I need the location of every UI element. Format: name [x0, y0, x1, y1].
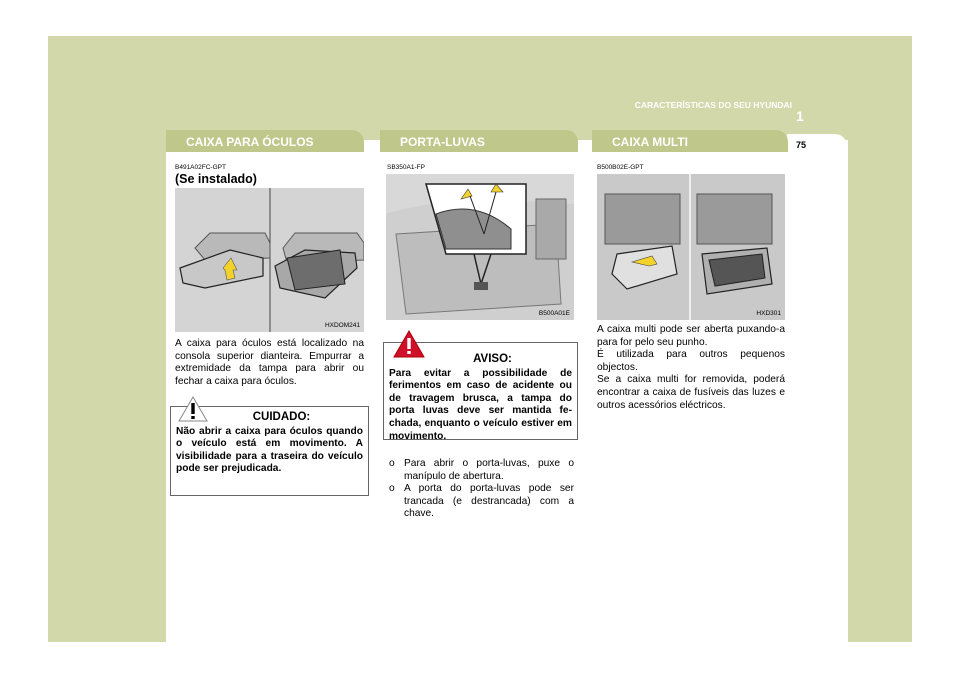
- glove-box-instructions: [386, 458, 574, 521]
- photo-caption: HXDOM241: [324, 322, 360, 329]
- section-title: PORTA-LUVAS: [400, 135, 485, 149]
- caution-text: Não abrir a caixa para óculos quando o veículo está em movimento. A visibilidade para a traseira do veículo pode ser prejudicada.: [176, 425, 363, 475]
- section-title: CAIXA PARA ÓCULOS: [186, 135, 314, 149]
- glasses-box-description: A caixa para óculos está localizado na consola superior dianteira. Empurrar a extremidade da tampa para abrir ou fechar a caixa para óculos.: [175, 338, 364, 387]
- multi-box-photo: [597, 174, 785, 320]
- list-item-text: Para abrir o porta-luvas, puxe o manípulo de abertura.: [404, 458, 574, 482]
- exclamation-triangle-icon: [178, 396, 208, 422]
- exclamation-triangle-icon: [393, 330, 425, 358]
- caution-title: CUIDADO:: [252, 411, 311, 423]
- glasses-box-illustration: [175, 188, 364, 332]
- section-code: B491A02FC-GPT: [175, 164, 226, 171]
- bullet-marker: o: [389, 458, 395, 469]
- section-tab-glove-box: [380, 130, 578, 152]
- section-title: CAIXA MULTI: [612, 135, 688, 149]
- chapter-title: CARACTERÍSTICAS DO SEU HYUNDAI: [634, 100, 792, 110]
- photo-caption: HXD301: [756, 310, 781, 317]
- warning-text: Para evitar a possibilidade de ferimentos em caso de acidente ou de travagem brusca, a tampa do porta luvas deve ser mantida fe-chada, enquanto o veículo estiver em movimento.: [389, 367, 572, 442]
- photo-caption: B500A01E: [538, 310, 570, 317]
- list-item-text: A porta do porta-luvas pode ser trancada (e destrancada) com a chave.: [404, 483, 574, 520]
- glove-box-illustration: [386, 174, 574, 320]
- section-tab-glasses-box: [166, 130, 364, 152]
- glove-box-photo: [386, 174, 574, 320]
- multi-box-illustration: [597, 174, 785, 320]
- section-subtitle: (Se instalado): [175, 172, 257, 186]
- list-item: [386, 458, 574, 483]
- bullet-marker: o: [389, 483, 395, 495]
- chapter-number: 1: [796, 108, 804, 124]
- multi-box-description: A caixa multi pode ser aberta puxando-a para for pelo seu punho. É utilizada para outros pequenos objectos. Se a caixa multi for removida, poderá encontrar a caixa de fusíveis das luzes e outros acessórios eléctricos.: [597, 324, 785, 411]
- section-tab-multi-box: [592, 130, 788, 152]
- glasses-box-photo: [175, 188, 364, 332]
- page-number: 75: [796, 140, 807, 150]
- warning-title: AVISO:: [473, 353, 512, 365]
- list-item: [386, 483, 574, 521]
- section-code: B500B02E-GPT: [597, 164, 644, 171]
- section-code: SB350A1-FP: [387, 164, 425, 171]
